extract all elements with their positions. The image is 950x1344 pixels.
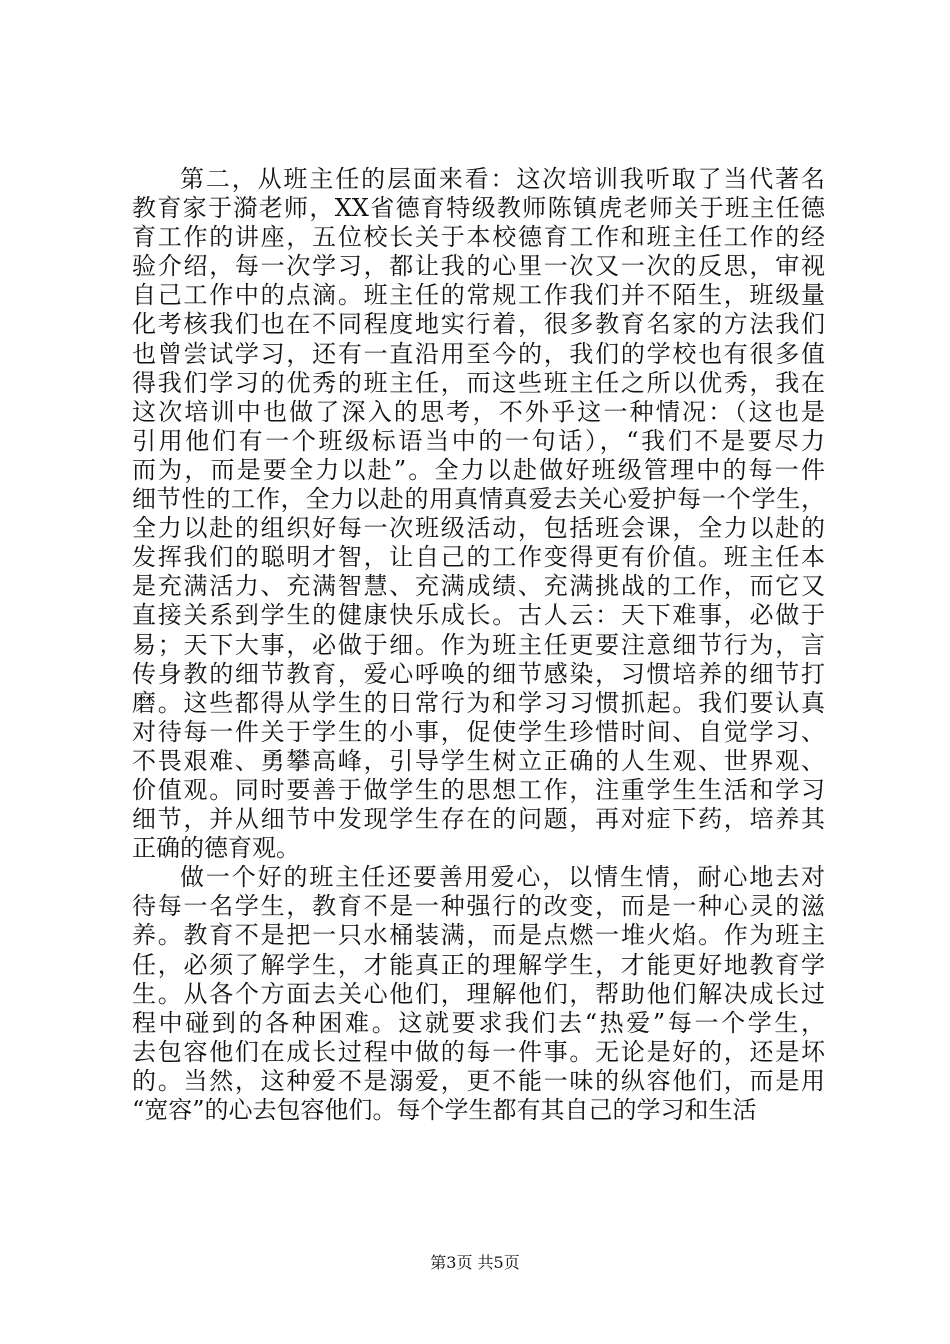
text-line: 发挥我们的聪明才智，让自己的工作变得更有价值。班主任本: [132, 543, 825, 572]
text-line: 全力以赴的组织好每一次班级活动，包括班会课，全力以赴的: [132, 514, 825, 543]
text-line: 程中碰到的各种困难。这就要求我们去“热爱”每一个学生，: [132, 1008, 825, 1037]
text-line: 对待每一件关于学生的小事，促使学生珍惜时间、自觉学习、: [132, 717, 825, 746]
paragraph: [132, 165, 825, 863]
text-line: 传身教的细节教育，爱心呼唤的细节感染，习惯培养的细节打: [132, 659, 825, 688]
text-line: 任，必须了解学生，才能真正的理解学生，才能更好地教育学: [132, 950, 825, 979]
text-line: 养。教育不是把一只水桶装满，而是点燃一堆火焰。作为班主: [132, 921, 825, 950]
text-line: 自己工作中的点滴。班主任的常规工作我们并不陌生，班级量: [132, 281, 825, 310]
text-line: 磨。这些都得从学生的日常行为和学习习惯抓起。我们要认真: [132, 688, 825, 717]
text-line: 细节，并从细节中发现学生存在的问题，再对症下药，培养其: [132, 805, 825, 834]
text-line: 也曾尝试学习，还有一直沿用至今的，我们的学校也有很多值: [132, 339, 825, 368]
text-line: “宽容”的心去包容他们。每个学生都有其自己的学习和生活: [132, 1096, 757, 1124]
document-body: [132, 165, 825, 1125]
text-line: 的。当然，这种爱不是溺爱，更不能一味的纵容他们，而是用: [132, 1066, 825, 1095]
text-line: 去包容他们在成长过程中做的每一件事。无论是好的，还是坏: [132, 1037, 825, 1066]
text-line: 引用他们有一个班级标语当中的一句话），“我们不是要尽力: [132, 426, 825, 455]
text-line: 化考核我们也在不同程度地实行着，很多教育名家的方法我们: [132, 310, 825, 339]
text-line: 不畏艰难、勇攀高峰，引导学生树立正确的人生观、世界观、: [132, 746, 825, 775]
text-line: 验介绍，每一次学习，都让我的心里一次又一次的反思，审视: [132, 252, 825, 281]
text-line: 做一个好的班主任还要善用爱心，以情生情，耐心地去对: [180, 863, 825, 892]
text-line: 教育家于漪老师，XX省德育特级教师陈镇虎老师关于班主任德: [132, 194, 825, 223]
text-line: 价值观。同时要善于做学生的思想工作，注重学生生活和学习: [132, 775, 825, 804]
text-line: 易；天下大事，必做于细。作为班主任更要注意细节行为，言: [132, 630, 825, 659]
text-line: 而为，而是要全力以赴”。全力以赴做好班级管理中的每一件: [132, 455, 825, 484]
text-line: 是充满活力、充满智慧、充满成绩、充满挑战的工作，而它又: [132, 572, 825, 601]
text-line: 正确的德育观。: [132, 834, 300, 863]
text-line: 直接关系到学生的健康快乐成长。古人云：天下难事，必做于: [132, 601, 825, 630]
text-line: 细节性的工作，全力以赴的用真情真爱去关心爱护每一个学生，: [132, 485, 825, 514]
text-line: 育工作的讲座，五位校长关于本校德育工作和班主任工作的经: [132, 223, 825, 252]
text-line: 生。从各个方面去关心他们，理解他们，帮助他们解决成长过: [132, 979, 825, 1008]
text-line: 第二，从班主任的层面来看：这次培训我听取了当代著名: [180, 165, 825, 193]
text-line: 待每一名学生，教育不是一种强行的改变，而是一种心灵的滋: [132, 892, 825, 921]
paragraph: [132, 863, 825, 1125]
text-line: 得我们学习的优秀的班主任，而这些班主任之所以优秀，我在: [132, 368, 825, 397]
text-line: 这次培训中也做了深入的思考，不外乎这一种情况：（这也是: [132, 397, 825, 426]
page-footer: 第3页 共5页: [430, 1253, 520, 1272]
